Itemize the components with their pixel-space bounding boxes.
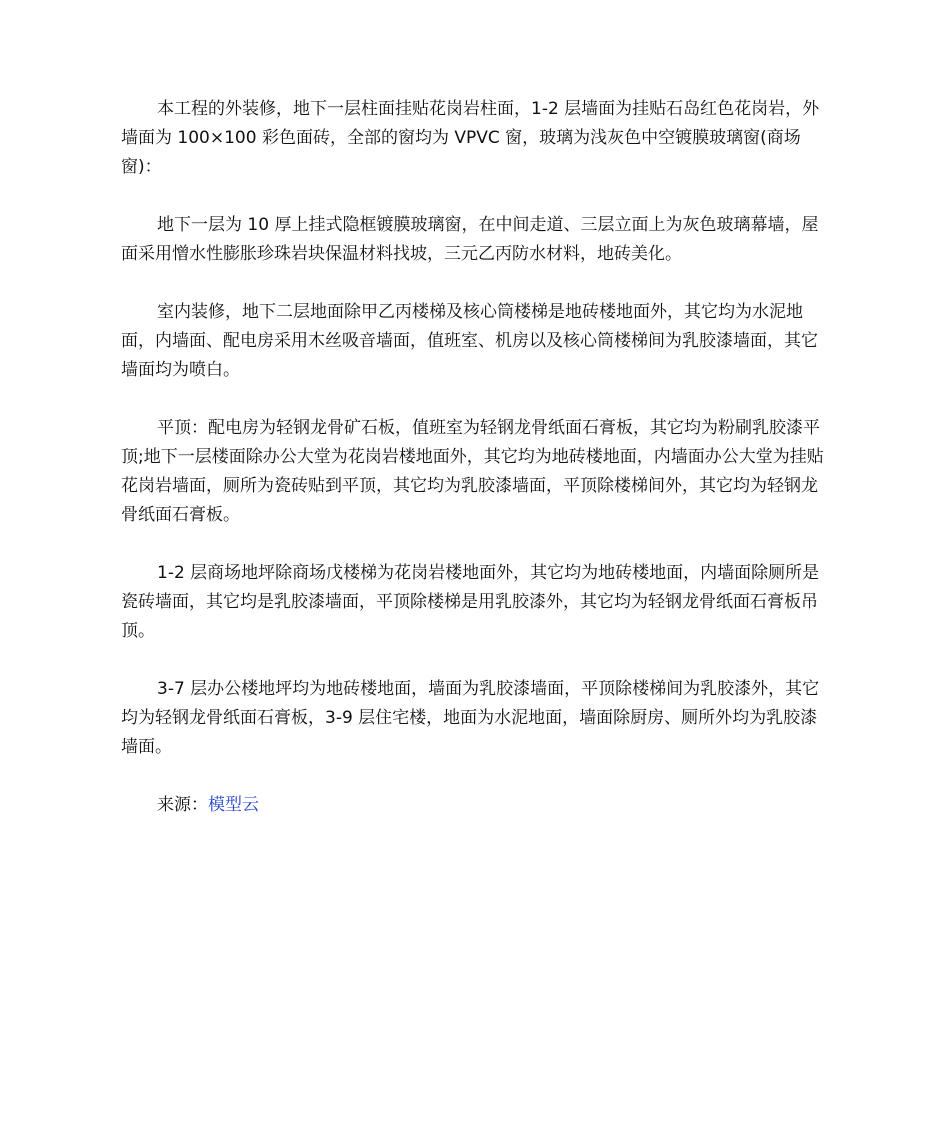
- source-line: [121, 791, 833, 820]
- paragraph-basement-windows: 地下一层为 10 厚上挂式隐框镀膜玻璃窗，在中间走道、三层立面上为灰色玻璃幕墙，屋面采用憎水性膨胀珍珠岩块保温材料找坡，三元乙丙防水材料，地砖美化。: [121, 215, 819, 264]
- paragraph-ceiling: 平顶：配电房为轻钢龙骨矿石板，值班室为轻钢龙骨纸面石膏板，其它均为粉刷乳胶漆平顶;地下一层楼面除办公大堂为花岗岩楼地面外，其它均为地砖楼地面，内墙面办公大堂为挂贴花岗岩墙面，厕所为瓷砖贴到平顶，其它均为乳胶漆墙面，平顶除楼梯间外，其它均为轻钢龙骨纸面石膏板。: [121, 418, 824, 525]
- source-link[interactable]: 模型云: [208, 795, 259, 815]
- paragraph-interior-finish: 室内装修，地下二层地面除甲乙丙楼梯及核心筒楼梯是地砖楼地面外，其它均为水泥地面，内墙面、配电房采用木丝吸音墙面，值班室、机房以及核心筒楼梯间为乳胶漆墙面，其它墙面均为喷白。: [121, 302, 818, 380]
- paragraph-mall-floors: 1-2 层商场地坪除商场戊楼梯为花岗岩楼地面外，其它均为地砖楼地面，内墙面除厕所是瓷砖墙面，其它均是乳胶漆墙面，平顶除楼梯是用乳胶漆外，其它均为轻钢龙骨纸面石膏板吊顶。: [121, 563, 820, 641]
- source-label: 来源：: [157, 795, 208, 815]
- paragraph-office-residential: 3-7 层办公楼地坪均为地砖楼地面，墙面为乳胶漆墙面，平顶除楼梯间为乳胶漆外，其它均为轻钢龙骨纸面石膏板，3-9 层住宅楼，地面为水泥地面，墙面除厨房、厕所外均为乳胶漆墙面。: [121, 679, 820, 757]
- document-body: [121, 95, 833, 820]
- paragraph-exterior-finish: 本工程的外装修，地下一层柱面挂贴花岗岩柱面，1-2 层墙面为挂贴石岛红色花岗岩，外墙面为 100×100 彩色面砖，全部的窗均为 VPVC 窗，玻璃为浅灰色中空镀膜玻璃窗(商场窗)：: [121, 99, 820, 177]
